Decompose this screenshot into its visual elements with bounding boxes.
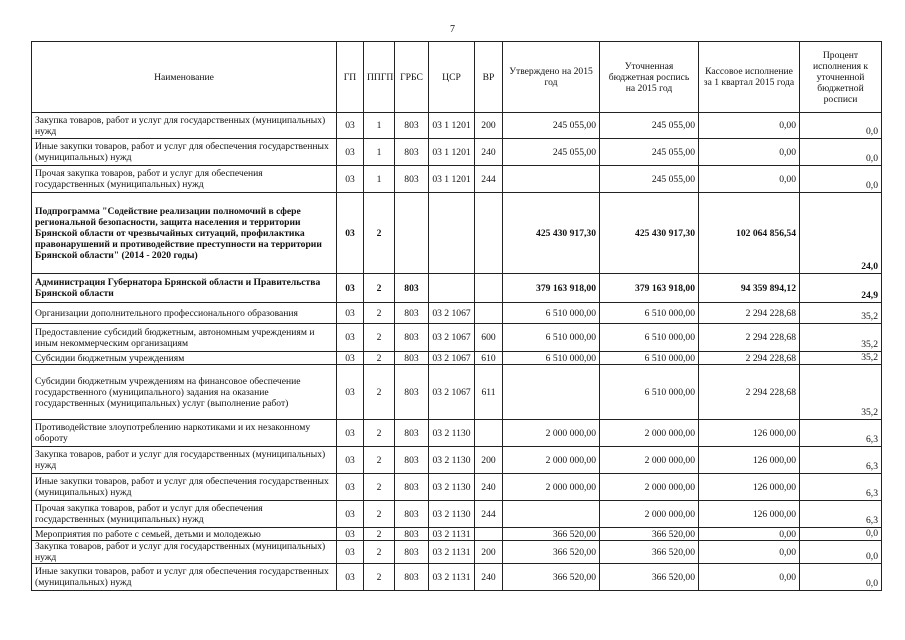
cell-vr [475, 528, 503, 541]
cell-csr: 03 2 1131 [429, 564, 475, 591]
cell-ppgp: 2 [364, 528, 395, 541]
table-row [32, 420, 882, 447]
cell-vr [475, 274, 503, 303]
table-row [32, 352, 882, 365]
cell-vr: 240 [475, 139, 503, 166]
cell-percent: 0,0 [800, 564, 882, 591]
table-row [32, 501, 882, 528]
cell-cash: 126 000,00 [699, 420, 800, 447]
cell-grbs: 803 [395, 365, 429, 420]
cell-ppgp: 2 [364, 365, 395, 420]
cell-ppgp: 2 [364, 474, 395, 501]
cell-approved: 245 055,00 [503, 139, 600, 166]
cell-grbs [395, 193, 429, 274]
cell-percent: 0,0 [800, 139, 882, 166]
cell-refined: 425 430 917,30 [600, 193, 699, 274]
cell-percent: 35,2 [800, 303, 882, 324]
cell-vr: 600 [475, 324, 503, 352]
page-number: 7 [450, 24, 455, 35]
table-row [32, 113, 882, 139]
cell-cash: 0,00 [699, 528, 800, 541]
cell-vr: 200 [475, 447, 503, 474]
cell-name: Прочая закупка товаров, работ и услуг для обеспечения государственных (муниципальных) нужд [32, 166, 337, 193]
cell-cash: 102 064 856,54 [699, 193, 800, 274]
cell-name: Иные закупки товаров, работ и услуг для обеспечения государственных (муниципальных) нужд [32, 139, 337, 166]
cell-approved: 2 000 000,00 [503, 474, 600, 501]
cell-grbs: 803 [395, 324, 429, 352]
cell-gp: 03 [337, 352, 364, 365]
cell-csr: 03 2 1067 [429, 352, 475, 365]
cell-approved: 2 000 000,00 [503, 447, 600, 474]
cell-grbs: 803 [395, 166, 429, 193]
cell-ppgp: 1 [364, 166, 395, 193]
cell-approved: 366 520,00 [503, 528, 600, 541]
cell-percent: 35,2 [800, 365, 882, 420]
cell-grbs: 803 [395, 139, 429, 166]
cell-refined: 245 055,00 [600, 166, 699, 193]
cell-grbs: 803 [395, 564, 429, 591]
cell-refined: 366 520,00 [600, 564, 699, 591]
cell-ppgp: 1 [364, 139, 395, 166]
cell-name: Подпрограмма "Содействие реализации полномочий в сфере региональной безопасности, защита населения и территории Брянской области от чрезвычайных ситуаций, профилактика правонарушений и противодействие преступности на территории Брянской области" (2014 - 2020 годы) [32, 193, 337, 274]
cell-grbs: 803 [395, 352, 429, 365]
cell-grbs: 803 [395, 528, 429, 541]
cell-ppgp: 2 [364, 564, 395, 591]
cell-csr [429, 274, 475, 303]
cell-gp: 03 [337, 447, 364, 474]
cell-approved [503, 501, 600, 528]
table-row [32, 541, 882, 564]
cell-vr: 610 [475, 352, 503, 365]
cell-gp: 03 [337, 166, 364, 193]
cell-approved [503, 365, 600, 420]
table-row [32, 324, 882, 352]
cell-percent: 0,0 [800, 528, 882, 541]
cell-gp: 03 [337, 193, 364, 274]
table-row [32, 365, 882, 420]
cell-cash: 126 000,00 [699, 501, 800, 528]
cell-vr: 240 [475, 564, 503, 591]
cell-ppgp: 2 [364, 420, 395, 447]
cell-vr: 244 [475, 501, 503, 528]
cell-cash: 0,00 [699, 166, 800, 193]
cell-percent: 35,2 [800, 324, 882, 352]
cell-cash: 126 000,00 [699, 474, 800, 501]
cell-csr: 03 2 1067 [429, 303, 475, 324]
cell-approved: 245 055,00 [503, 113, 600, 139]
cell-vr: 240 [475, 474, 503, 501]
header-ppgp: ППГП [364, 42, 395, 113]
cell-vr: 200 [475, 541, 503, 564]
header-cash: Кассовое исполнение за 1 квартал 2015 года [699, 42, 800, 113]
cell-csr: 03 2 1130 [429, 474, 475, 501]
cell-gp: 03 [337, 564, 364, 591]
header-grbs: ГРБС [395, 42, 429, 113]
cell-gp: 03 [337, 501, 364, 528]
table-row [32, 139, 882, 166]
cell-approved [503, 166, 600, 193]
table-row [32, 474, 882, 501]
cell-cash: 2 294 228,68 [699, 352, 800, 365]
cell-refined: 6 510 000,00 [600, 324, 699, 352]
cell-gp: 03 [337, 420, 364, 447]
cell-refined: 245 055,00 [600, 139, 699, 166]
cell-name: Субсидии бюджетным учреждениям на финансовое обеспечение государственного (муниципального) задания на оказание государственных (муниципальных) услуг (выполнение работ) [32, 365, 337, 420]
cell-ppgp: 2 [364, 447, 395, 474]
cell-name: Иные закупки товаров, работ и услуг для обеспечения государственных (муниципальных) нужд [32, 474, 337, 501]
cell-refined: 2 000 000,00 [600, 447, 699, 474]
table-row [32, 447, 882, 474]
cell-ppgp: 2 [364, 274, 395, 303]
cell-ppgp: 1 [364, 113, 395, 139]
cell-name: Мероприятия по работе с семьей, детьми и молодежью [32, 528, 337, 541]
cell-csr: 03 2 1130 [429, 501, 475, 528]
cell-refined: 6 510 000,00 [600, 303, 699, 324]
cell-cash: 0,00 [699, 564, 800, 591]
cell-ppgp: 2 [364, 193, 395, 274]
cell-name: Прочая закупка товаров, работ и услуг для обеспечения государственных (муниципальных) нужд [32, 501, 337, 528]
cell-cash: 0,00 [699, 113, 800, 139]
cell-csr: 03 1 1201 [429, 139, 475, 166]
table-row [32, 303, 882, 324]
table-header-row [32, 42, 882, 113]
cell-percent: 6,3 [800, 474, 882, 501]
cell-csr: 03 2 1131 [429, 541, 475, 564]
cell-vr [475, 193, 503, 274]
cell-grbs: 803 [395, 303, 429, 324]
cell-refined: 379 163 918,00 [600, 274, 699, 303]
table-row [32, 274, 882, 303]
cell-approved: 366 520,00 [503, 564, 600, 591]
header-name: Наименование [32, 42, 337, 113]
cell-percent: 0,0 [800, 166, 882, 193]
cell-grbs: 803 [395, 501, 429, 528]
table-row [32, 193, 882, 274]
cell-approved: 379 163 918,00 [503, 274, 600, 303]
cell-grbs: 803 [395, 113, 429, 139]
cell-ppgp: 2 [364, 303, 395, 324]
header-vr: ВР [475, 42, 503, 113]
cell-name: Администрация Губернатора Брянской области и Правительства Брянской области [32, 274, 337, 303]
cell-grbs: 803 [395, 447, 429, 474]
cell-name: Предоставление субсидий бюджетным, автономным учреждениям и иным некоммерческим организациям [32, 324, 337, 352]
cell-cash: 0,00 [699, 541, 800, 564]
cell-csr: 03 2 1130 [429, 447, 475, 474]
cell-approved: 6 510 000,00 [503, 352, 600, 365]
cell-percent: 0,0 [800, 541, 882, 564]
cell-refined: 2 000 000,00 [600, 474, 699, 501]
cell-name: Субсидии бюджетным учреждениям [32, 352, 337, 365]
cell-csr: 03 2 1067 [429, 324, 475, 352]
cell-csr: 03 2 1131 [429, 528, 475, 541]
cell-gp: 03 [337, 324, 364, 352]
cell-ppgp: 2 [364, 541, 395, 564]
cell-grbs: 803 [395, 274, 429, 303]
cell-csr: 03 1 1201 [429, 113, 475, 139]
cell-percent: 6,3 [800, 447, 882, 474]
cell-percent: 6,3 [800, 420, 882, 447]
budget-table [31, 41, 882, 591]
cell-percent: 24,0 [800, 193, 882, 274]
cell-percent: 35,2 [800, 352, 882, 365]
cell-name: Противодействие злоупотреблению наркотиками и их незаконному обороту [32, 420, 337, 447]
cell-cash: 2 294 228,68 [699, 324, 800, 352]
cell-cash: 0,00 [699, 139, 800, 166]
cell-vr [475, 303, 503, 324]
cell-vr: 244 [475, 166, 503, 193]
cell-vr: 611 [475, 365, 503, 420]
header-refined: Уточненная бюджетная роспись на 2015 год [600, 42, 699, 113]
cell-name: Иные закупки товаров, работ и услуг для обеспечения государственных (муниципальных) нужд [32, 564, 337, 591]
cell-csr: 03 2 1130 [429, 420, 475, 447]
cell-refined: 366 520,00 [600, 541, 699, 564]
cell-ppgp: 2 [364, 324, 395, 352]
cell-approved: 6 510 000,00 [503, 303, 600, 324]
cell-refined: 2 000 000,00 [600, 501, 699, 528]
cell-cash: 2 294 228,68 [699, 365, 800, 420]
cell-refined: 366 520,00 [600, 528, 699, 541]
cell-grbs: 803 [395, 420, 429, 447]
cell-percent: 24,9 [800, 274, 882, 303]
cell-gp: 03 [337, 474, 364, 501]
header-approved: Утверждено на 2015 год [503, 42, 600, 113]
cell-refined: 6 510 000,00 [600, 365, 699, 420]
cell-grbs: 803 [395, 541, 429, 564]
cell-approved: 6 510 000,00 [503, 324, 600, 352]
cell-cash: 126 000,00 [699, 447, 800, 474]
cell-approved: 2 000 000,00 [503, 420, 600, 447]
table-row [32, 564, 882, 591]
cell-gp: 03 [337, 274, 364, 303]
cell-cash: 2 294 228,68 [699, 303, 800, 324]
cell-grbs: 803 [395, 474, 429, 501]
header-csr: ЦСР [429, 42, 475, 113]
cell-cash: 94 359 894,12 [699, 274, 800, 303]
cell-refined: 245 055,00 [600, 113, 699, 139]
cell-gp: 03 [337, 528, 364, 541]
cell-approved: 366 520,00 [503, 541, 600, 564]
header-gp: ГП [337, 42, 364, 113]
cell-approved: 425 430 917,30 [503, 193, 600, 274]
cell-name: Организации дополнительного профессионального образования [32, 303, 337, 324]
cell-gp: 03 [337, 365, 364, 420]
cell-refined: 2 000 000,00 [600, 420, 699, 447]
cell-gp: 03 [337, 139, 364, 166]
table-row [32, 528, 882, 541]
cell-vr [475, 420, 503, 447]
cell-ppgp: 2 [364, 501, 395, 528]
header-percent: Процент исполнения к уточненной бюджетной росписи [800, 42, 882, 113]
cell-vr: 200 [475, 113, 503, 139]
cell-name: Закупка товаров, работ и услуг для государственных (муниципальных) нужд [32, 113, 337, 139]
table-row [32, 166, 882, 193]
cell-name: Закупка товаров, работ и услуг для государственных (муниципальных) нужд [32, 447, 337, 474]
cell-name: Закупка товаров, работ и услуг для государственных (муниципальных) нужд [32, 541, 337, 564]
cell-percent: 6,3 [800, 501, 882, 528]
cell-csr [429, 193, 475, 274]
cell-ppgp: 2 [364, 352, 395, 365]
cell-gp: 03 [337, 541, 364, 564]
cell-gp: 03 [337, 303, 364, 324]
cell-csr: 03 1 1201 [429, 166, 475, 193]
cell-csr: 03 2 1067 [429, 365, 475, 420]
cell-refined: 6 510 000,00 [600, 352, 699, 365]
cell-percent: 0,0 [800, 113, 882, 139]
cell-gp: 03 [337, 113, 364, 139]
